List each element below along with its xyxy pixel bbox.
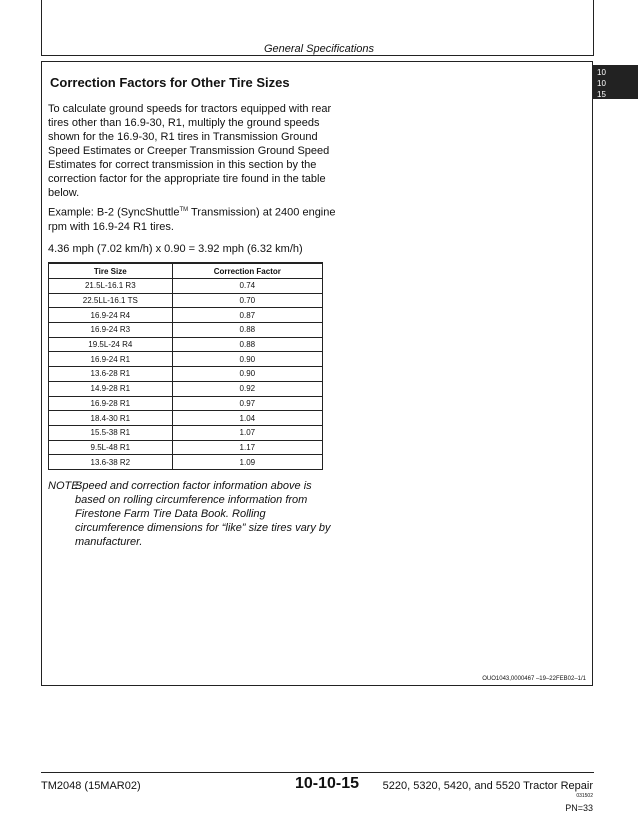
table-row bbox=[49, 337, 323, 352]
tab-line: 10 bbox=[597, 68, 606, 77]
table-row bbox=[49, 293, 323, 308]
factor-cell: 0.88 bbox=[172, 337, 322, 352]
page-header-title: General Specifications bbox=[263, 43, 375, 55]
factor-cell: 0.92 bbox=[172, 381, 322, 396]
factor-cell: 1.09 bbox=[172, 455, 322, 470]
footer-date-code: 031502 bbox=[576, 793, 593, 799]
tire-size-cell: 16.9-24 R4 bbox=[49, 308, 173, 323]
factor-cell: 0.90 bbox=[172, 352, 322, 367]
note-text: Speed and correction factor information above is based on rolling circumference information from Firestone Farm Tire Data Book. Rolling circumference dimensions for “like” size tires vary by manufacturer. bbox=[75, 480, 331, 548]
example-text-post: Transmission) at 2400 engine rpm with 16.9-24 R1 tires. bbox=[48, 206, 336, 233]
table-row bbox=[49, 279, 323, 294]
tire-size-cell: 13.6-28 R1 bbox=[49, 367, 173, 382]
table-row bbox=[49, 396, 323, 411]
factor-cell: 1.07 bbox=[172, 425, 322, 440]
factor-cell: 0.70 bbox=[172, 293, 322, 308]
calculation-line: 4.36 mph (7.02 km/h) x 0.90 = 3.92 mph (6.32 km/h) bbox=[48, 243, 303, 255]
correction-factor-table bbox=[48, 262, 323, 470]
note-label: NOTE: bbox=[48, 480, 82, 492]
factor-cell: 0.74 bbox=[172, 279, 322, 294]
header-rule bbox=[41, 55, 594, 56]
footer-pn: PN=33 bbox=[565, 803, 593, 813]
tire-size-cell: 13.6-38 R2 bbox=[49, 455, 173, 470]
factor-cell: 0.90 bbox=[172, 367, 322, 382]
tire-size-cell: 16.9-24 R1 bbox=[49, 352, 173, 367]
table-row bbox=[49, 381, 323, 396]
table-row bbox=[49, 411, 323, 426]
column-header-tire-size: Tire Size bbox=[49, 263, 173, 279]
factor-cell: 1.04 bbox=[172, 411, 322, 426]
factor-cell: 0.88 bbox=[172, 323, 322, 338]
tire-size-cell: 19.5L-24 R4 bbox=[49, 337, 173, 352]
tire-size-cell: 16.9-28 R1 bbox=[49, 396, 173, 411]
example-text-pre: Example: B-2 (SyncShuttle bbox=[48, 206, 180, 219]
table-header-row bbox=[49, 263, 323, 279]
table-row bbox=[49, 367, 323, 382]
tab-line: 15 bbox=[597, 90, 606, 99]
table-row bbox=[49, 425, 323, 440]
trademark-mark: TM bbox=[179, 207, 189, 213]
factor-cell: 1.17 bbox=[172, 440, 322, 455]
section-title: Correction Factors for Other Tire Sizes bbox=[50, 75, 290, 90]
table-row bbox=[49, 308, 323, 323]
intro-paragraph: To calculate ground speeds for tractors equipped with rear tires other than 16.9-30, R1, multiply the ground speeds shown for the 16.9-30, R1 tires in Transmission Ground Speed Estimates or Creeper Transmission Ground Speed Estimates for correct transmission in this section by the correction factor for the appropriate tire found in the table below. bbox=[48, 103, 332, 199]
tire-size-cell: 15.5-38 R1 bbox=[49, 425, 173, 440]
tire-size-cell: 22.5LL-16.1 TS bbox=[49, 293, 173, 308]
footer-rule bbox=[41, 772, 594, 773]
tire-size-cell: 14.9-28 R1 bbox=[49, 381, 173, 396]
section-tab-label bbox=[597, 67, 606, 100]
factor-cell: 0.87 bbox=[172, 308, 322, 323]
tire-size-cell: 21.5L-16.1 R3 bbox=[49, 279, 173, 294]
reference-code: OUO1043,0000467 –19–22FEB02–1/1 bbox=[482, 676, 586, 682]
tire-size-cell: 18.4-30 R1 bbox=[49, 411, 173, 426]
column-header-correction-factor: Correction Factor bbox=[172, 263, 322, 279]
factor-cell: 0.97 bbox=[172, 396, 322, 411]
table-row bbox=[49, 352, 323, 367]
footer-page-number: 10-10-15 bbox=[295, 775, 360, 792]
table-row bbox=[49, 323, 323, 338]
tire-size-cell: 9.5L-48 R1 bbox=[49, 440, 173, 455]
example-paragraph bbox=[48, 203, 338, 234]
tire-size-cell: 16.9-24 R3 bbox=[49, 323, 173, 338]
table-row bbox=[49, 455, 323, 470]
footer-manual-id: TM2048 (15MAR02) bbox=[41, 780, 141, 792]
footer-manual-title: 5220, 5320, 5420, and 5520 Tractor Repair bbox=[382, 780, 593, 792]
table-row bbox=[49, 440, 323, 455]
tab-line: 10 bbox=[597, 79, 606, 88]
